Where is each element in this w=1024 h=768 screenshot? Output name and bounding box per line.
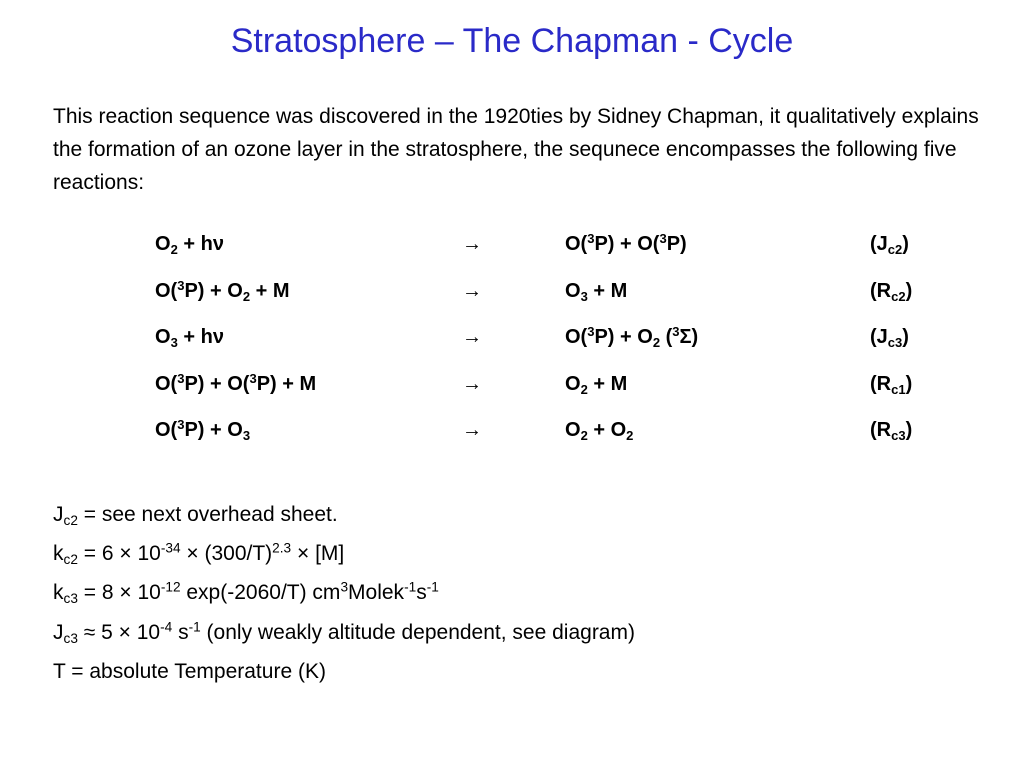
superscript: 3 [672, 324, 680, 340]
subscript: 3 [170, 335, 178, 351]
superscript: 3 [587, 230, 595, 246]
subscript: c2 [63, 513, 78, 529]
rate-constant: $(R_{c3})$ [870, 419, 913, 444]
definition-kc3: $k_{c3} = 8 \times 10^{-12}$ exp(-2060/T) $cm^3Molek^{-1}s^{-1}$ [53, 579, 439, 607]
subscript: 2 [242, 288, 251, 304]
subscript: 3 [242, 428, 251, 444]
superscript: -12 [160, 579, 181, 595]
subscript: c2 [891, 288, 906, 304]
reaction-row [155, 275, 955, 322]
reactants: $O(^3P) + O_2 + M$ [155, 277, 290, 304]
superscript: 2.3 [272, 540, 292, 556]
subscript: c3 [891, 428, 906, 444]
products: $O(^3P) + O_2$ ($^3$Σ) [565, 324, 699, 351]
subscript: 3 [580, 288, 588, 304]
superscript: 3 [177, 277, 185, 293]
reactants: $O_3 + h\nu$ [155, 326, 224, 351]
subscript: 2 [626, 428, 634, 444]
subscript: c3 [63, 630, 78, 646]
superscript: 3 [340, 579, 349, 595]
subscript: 2 [580, 381, 588, 397]
arrow-icon: → [462, 233, 482, 255]
definition-temperature: T = absolute Temperature (K) [53, 659, 326, 683]
superscript: -4 [160, 619, 173, 635]
arrow-icon: → [462, 419, 482, 442]
superscript: 3 [177, 417, 185, 433]
reactants: $O(^3P) + O_3$ [155, 417, 251, 444]
definition-jc2: $J_{c2}$ = see next overhead sheet. [53, 503, 338, 529]
rate-constant: $(J_{c3})$ [870, 326, 909, 351]
arrow-icon: → [462, 279, 482, 302]
products: O($^3$P) + O($^3$P) [565, 230, 687, 255]
intro-paragraph: This reaction sequence was discovered in the 1920ties by Sidney Chapman, it qualitatively explains the formation of an ozone layer in the stratosphere, the sequnece encompasses the following five reactions: [53, 105, 979, 194]
reactants: $O_2 + h\nu$ [155, 233, 224, 257]
rate-constant: $(R_{c1})$ [870, 372, 913, 397]
definitions-list [53, 498, 983, 694]
definition-kc2: $k_{c2} = 6 \times 10^{-34} \times (300/T)^{2.3} \times [M]$ [53, 540, 345, 568]
rate-constant: $(J_{c2})$ [870, 233, 909, 257]
subscript: 2 [170, 241, 178, 257]
reaction-table [155, 228, 955, 461]
arrow-icon: → [462, 326, 482, 349]
superscript: -1 [188, 619, 201, 635]
subscript: c2 [63, 552, 78, 568]
superscript: 3 [587, 324, 595, 340]
products: $O_2 + O_2$ [565, 419, 634, 444]
superscript: 3 [659, 230, 667, 246]
subscript: c1 [891, 381, 906, 397]
arrow-icon: → [462, 372, 482, 395]
reactants: O($^3$P) + O($^3$P) + M [155, 370, 317, 395]
slide-title: Stratosphere – The Chapman - Cycle [230, 22, 794, 60]
reaction-row [155, 368, 955, 415]
subscript: c3 [887, 335, 903, 351]
subscript: 2 [580, 428, 588, 444]
superscript: -1 [404, 579, 417, 595]
products: $O_2 + M$ [565, 372, 628, 397]
superscript: 3 [177, 370, 185, 386]
products: $O_3 + M$ [565, 279, 628, 304]
subscript: 2 [652, 335, 661, 351]
superscript: -34 [160, 540, 181, 556]
reaction-row [155, 414, 955, 461]
definition-jc3: $J_{c3} \approx 5 \times 10^{-4}$ $s^{-1}$ (only weakly altitude dependent, see diagram) [53, 619, 635, 646]
superscript: 3 [249, 370, 257, 386]
reaction-row [155, 228, 955, 275]
subscript: c3 [63, 591, 78, 607]
reaction-row [155, 321, 955, 368]
subscript: c2 [887, 241, 903, 257]
rate-constant: $(R_{c2})$ [870, 279, 913, 304]
superscript: -1 [426, 579, 439, 595]
